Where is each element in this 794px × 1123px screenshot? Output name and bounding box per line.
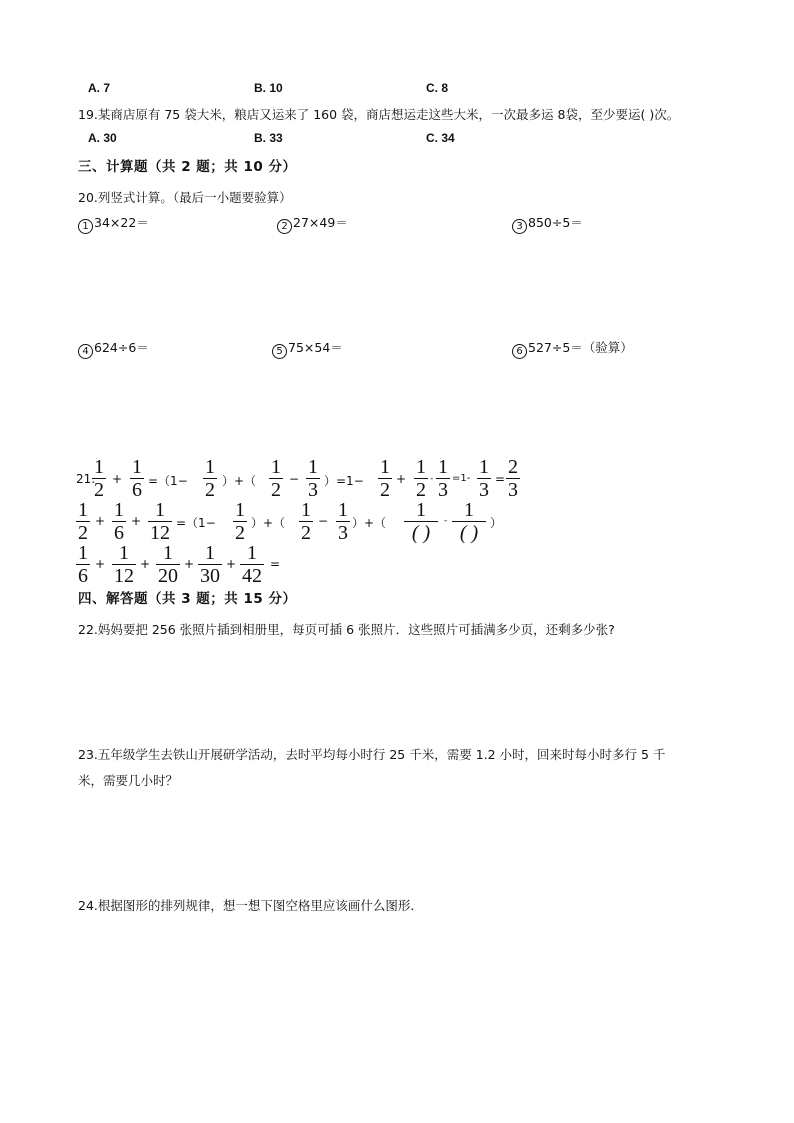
expr-3: 850÷5＝ xyxy=(528,215,583,230)
close-plus-open: ）+（ xyxy=(251,516,286,530)
fraction-1-42: 1 42 xyxy=(242,542,262,587)
expr-6: 527÷5＝（验算） xyxy=(528,340,633,355)
q24-text: 24.根据图形的排列规律，想一想下图空格里应该画什么图形． xyxy=(78,898,423,913)
q20-item-6 xyxy=(512,338,633,359)
fraction-1-6: 1 6 xyxy=(78,542,88,587)
q20-item-5 xyxy=(272,338,343,359)
q20-item-1 xyxy=(78,213,149,234)
minus-sign: − xyxy=(318,514,329,528)
fraction-1-3: 1 3 xyxy=(438,456,448,501)
q20-item-3 xyxy=(512,213,583,234)
plus-sign: + xyxy=(140,557,151,571)
q20-item-2 xyxy=(277,213,348,234)
plus-sign: + xyxy=(396,472,407,486)
fraction-1-2: 1 2 xyxy=(94,456,104,501)
plus-sign: + xyxy=(131,514,142,528)
fraction-1-blank: 1 ( ) xyxy=(452,500,486,543)
expr-1: 34×22＝ xyxy=(94,215,149,230)
section-title: 四、解答题（共 3 题；共 15 分） xyxy=(78,591,297,607)
circle-number-4: 4 xyxy=(78,344,93,359)
fraction-1-3: 1 3 xyxy=(479,456,489,501)
dot-sign: - xyxy=(430,474,434,484)
fraction-1-6: 1 6 xyxy=(114,499,124,544)
q23-text-line1: 23.五年级学生去铁山开展研学活动，去时平均每小时行 25 千米，需要 1.2 小时，回来时每小时多行 5 千 xyxy=(78,747,666,762)
q18-option-b: B. 10 xyxy=(254,81,283,95)
circle-number-1: 1 xyxy=(78,219,93,234)
fraction-1-2: 1 2 xyxy=(301,499,311,544)
q20-item-4 xyxy=(78,338,149,359)
circle-number-5: 5 xyxy=(272,344,287,359)
fraction-1-12: 1 12 xyxy=(150,499,170,544)
dot-sign: - xyxy=(444,516,448,526)
circle-number-2: 2 xyxy=(277,219,292,234)
fraction-1-2: 1 2 xyxy=(205,456,215,501)
plus-sign: + xyxy=(184,557,195,571)
q21-label: 21. xyxy=(76,472,96,486)
close-plus-open: ）+（ xyxy=(352,516,387,530)
fraction-1-20: 1 20 xyxy=(158,542,178,587)
minus-sign: − xyxy=(289,472,300,486)
q18-option-c: C. 8 xyxy=(426,81,449,95)
fraction-1-2: 1 2 xyxy=(235,499,245,544)
q19-option-a: A. 30 xyxy=(88,131,117,145)
expr-4: 624÷6＝ xyxy=(94,340,149,355)
equals-sign: = xyxy=(270,557,281,571)
equals-1-minus: =1- xyxy=(452,473,471,484)
fraction-1-2: 1 2 xyxy=(416,456,426,501)
fraction-1-2: 1 2 xyxy=(78,499,88,544)
close-paren: ） xyxy=(490,516,503,530)
fraction-1-2: 1 2 xyxy=(271,456,281,501)
fraction-1-12: 1 12 xyxy=(114,542,134,587)
q20-text: 20.列竖式计算。（最后一小题要验算） xyxy=(78,190,292,205)
section-title: 三、计算题（共 2 题；共 10 分） xyxy=(78,159,297,175)
fraction-1-6: 1 6 xyxy=(132,456,142,501)
fraction-1-3: 1 3 xyxy=(338,499,348,544)
equals-open: =（1− xyxy=(148,474,188,488)
circle-number-3: 3 xyxy=(512,219,527,234)
q19-text: 19.某商店原有 75 袋大米，粮店又运来了 160 袋，商店想运走这些大米，一次最多运 8袋，至少要运( )次。 xyxy=(78,107,680,122)
fraction-1-2: 1 2 xyxy=(380,456,390,501)
equals-sign: = xyxy=(495,472,506,486)
circle-number-6: 6 xyxy=(512,344,527,359)
fraction-1-blank: 1 ( ) xyxy=(404,500,438,543)
expr-5: 75×54＝ xyxy=(288,340,343,355)
expr-2: 27×49＝ xyxy=(293,215,348,230)
fraction-1-3: 1 3 xyxy=(308,456,318,501)
close-plus-open: ）+（ xyxy=(222,474,257,488)
q23-text-line2: 米，需要几小时？ xyxy=(78,773,179,788)
plus-sign: + xyxy=(112,472,123,486)
plus-sign: + xyxy=(226,557,237,571)
fraction-1-30: 1 30 xyxy=(200,542,220,587)
q18-option-a: A. 7 xyxy=(88,81,111,95)
q19-option-b: B. 33 xyxy=(254,131,283,145)
plus-sign: + xyxy=(95,514,106,528)
plus-sign: + xyxy=(95,557,106,571)
q22-text: 22.妈妈要把 256 张照片插到相册里，每页可插 6 张照片．这些照片可插满多少页，还剩多少张? xyxy=(78,622,615,637)
close-equals-1-minus: ）=1− xyxy=(324,474,364,488)
equals-open: =（1− xyxy=(176,516,216,530)
q19-option-c: C. 34 xyxy=(426,131,455,145)
fraction-2-3: 2 3 xyxy=(508,456,518,501)
